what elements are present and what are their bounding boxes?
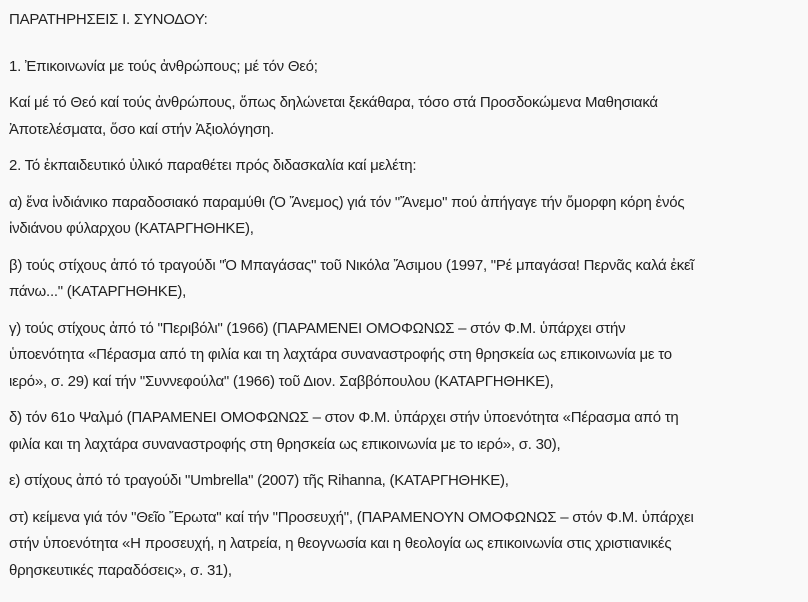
paragraph-line: 1. Ἐπικοινωνία με τούς ἀνθρώπους; μέ τόν Θεό; [9, 57, 318, 75]
paragraph [9, 190, 808, 243]
paragraph [9, 153, 808, 180]
paragraph-line: θρησκευτικές παραδόσεις», σ. 31), [9, 561, 232, 579]
paragraph-line: ιερό», σ. 29) καί τήν "Συννεφούλα" (1966) τοῦ Διον. Σαββόπουλου (ΚΑΤΑΡΓΗΘΗΚΕ), [9, 372, 554, 390]
paragraph-line: ἰνδιάνου φύλαρχου (ΚΑΤΑΡΓΗΘΗΚΕ), [9, 220, 254, 237]
paragraph-line: δ) τόν 61ο Ψαλμό (ΠΑΡΑΜΕΝΕΙ ΟΜΟΦΩΝΩΣ – στον Φ.Μ. ὑπάρχει στήν ὑποενότητα «Πέρασμα από τη [9, 409, 679, 426]
paragraph [9, 405, 808, 458]
paragraph-line: φιλία και τη λαχτάρα συναναστροφής στη θρησκεία ως επικοινωνία με το ιερό», σ. 30), [9, 435, 561, 453]
paragraph [9, 505, 808, 585]
paragraph [9, 316, 808, 396]
paragraph-line: 2. Τό ἐκπαιδευτικό ὑλικό παραθέτει πρός διδασκαλία καί μελέτη: [9, 157, 417, 174]
paragraph [9, 54, 808, 81]
paragraph-line: β) τούς στίχους ἀπό τό τραγούδι "Ὁ Μπαγάσας" τοῦ Νικόλα Ἄσιμου (1997, "Ρέ μπαγάσα! Περνᾶς καλά ἐκεῖ [9, 256, 694, 274]
paragraph-line: Καί μέ τό Θεό καί τούς ἀνθρώπους, ὅπως δηλώνεται ξεκάθαρα, τόσο στά Προσδοκώμενα Μαθησιακά [9, 94, 658, 111]
document-title: ΠΑΡΑΤΗΡΗΣΕΙΣ Ι. ΣΥΝΟΔΟΥ: [9, 11, 208, 28]
paragraph-line: α) ἕνα ἰνδιάνικο παραδοσιακό παραμύθι (Ὁ Ἄνεμος) γιά τόν "Ἄνεμο" πού ἀπήγαγε τήν ὄμορφη κόρη ἑνός [9, 193, 685, 211]
paragraph-line: Ἀποτελέσματα, ὅσο καί στήν Ἀξιολόγηση. [9, 120, 274, 138]
paragraph-line: γ) τούς στίχους ἀπό τό "Περιβόλι" (1966) (ΠΑΡΑΜΕΝΕΙ ΟΜΟΦΩΝΩΣ – στόν Φ.Μ. ὑπάρχει στήν [9, 319, 626, 337]
paragraph-list [9, 54, 808, 585]
paragraph-line: στ) κείμενα γιά τόν "Θεῖο Ἔρωτα" καί τήν "Προσευχή", (ΠΑΡΑΜΕΝΟΥΝ ΟΜΟΦΩΝΩΣ – στόν Φ.Μ. ὑπάρχει [9, 508, 694, 526]
paragraph-line: πάνω..." (ΚΑΤΑΡΓΗΘΗΚΕ), [9, 283, 186, 300]
paragraph-line: ε) στίχους ἀπό τό τραγούδι "Umbrella" (2007) τῆς Rihanna, (ΚΑΤΑΡΓΗΘΗΚΕ), [9, 472, 509, 489]
paragraph [9, 253, 808, 306]
paragraph [9, 90, 808, 143]
paragraph [9, 468, 808, 495]
paragraph-line: ὑποενότητα «Πέρασμα από τη φιλία και τη λαχτάρα συναναστροφής στη θρησκεία ως επικοινωνία με το [9, 346, 672, 363]
paragraph-line: στήν ὑποενότητα «Η προσευχή, η λατρεία, η θεογνωσία και η θεολογία ως επικοινωνία στις χριστιανικές [9, 535, 672, 552]
